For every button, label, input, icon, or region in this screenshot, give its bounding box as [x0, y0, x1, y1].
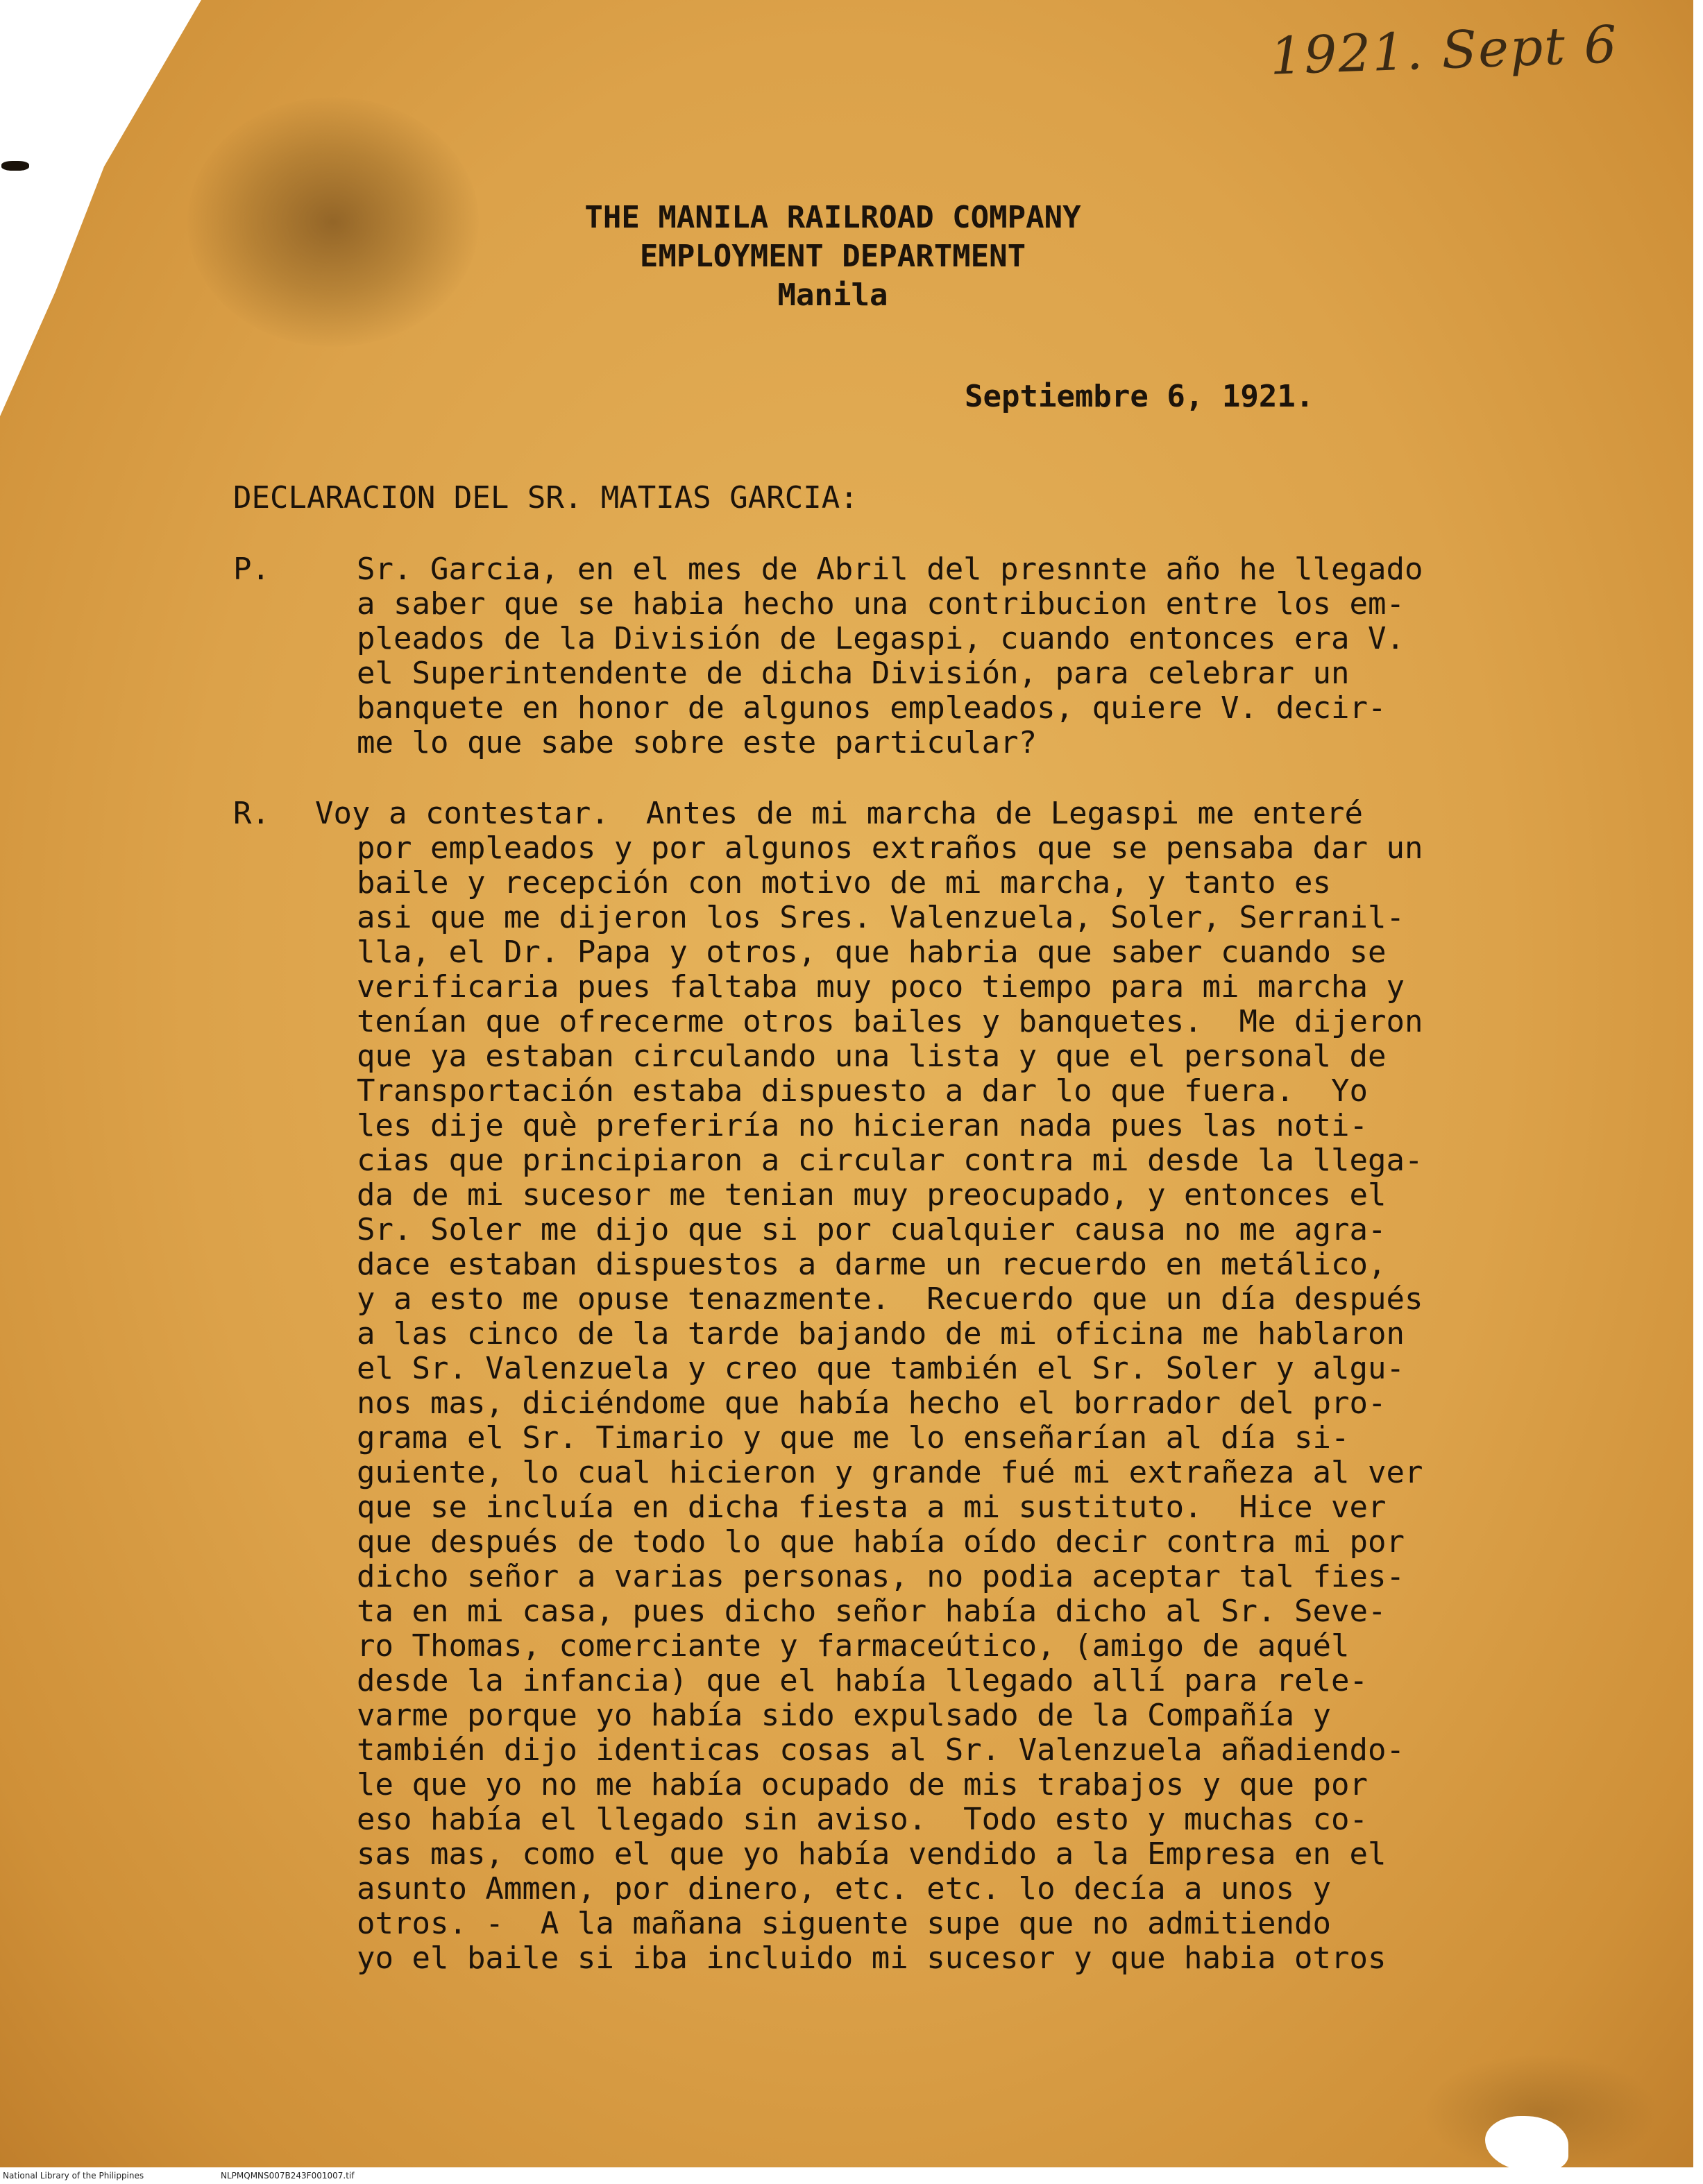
scan-filename: NLPMQMNS007B243F001007.tif: [221, 2171, 355, 2181]
company-name: THE MANILA RAILROAD COMPANY: [584, 200, 1081, 235]
text-line: baile y recepción con motivo de mi marcha, y tanto es: [357, 865, 1331, 901]
text-line: asi que me dijeron los Sres. Valenzuela, Soler, Serranil-: [357, 900, 1405, 935]
text-line: que después de todo lo que había oído decir contra mi por: [357, 1524, 1405, 1560]
declaration-title: DECLARACION DEL SR. MATIAS GARCIA:: [233, 480, 858, 515]
letterhead: [416, 198, 1249, 315]
text-line: sas mas, como el que yo había vendido a la Empresa en el: [357, 1836, 1387, 1872]
library-credit: National Library of the Philippines: [3, 2171, 144, 2181]
text-line: cias que principiaron a circular contra mi desde la llega-: [357, 1143, 1423, 1178]
text-line: asunto Ammen, por dinero, etc. etc. lo decía a unos y: [357, 1871, 1331, 1906]
text-line: nos mas, diciéndome que había hecho el borrador del pro-: [357, 1385, 1387, 1421]
text-line: desde la infancia) que el había llegado allí para rele-: [357, 1663, 1368, 1698]
text-line: varme porque yo había sido expulsado de la Compañía y: [357, 1698, 1331, 1733]
text-line: les dije què preferiría no hicieran nada pues las noti-: [357, 1108, 1368, 1143]
text-line: otros. - A la mañana siguente supe que no admitiendo: [357, 1906, 1331, 1941]
text-line: pleados de la División de Legaspi, cuando entonces era V.: [357, 621, 1405, 656]
city-name: Manila: [777, 278, 888, 313]
handwritten-date-annotation: 1921. Sept 6: [1269, 15, 1619, 87]
text-line: que ya estaban circulando una lista y que el personal de: [357, 1039, 1387, 1074]
text-line: y a esto me opuse tenazmente. Recuerdo que un día después: [357, 1281, 1423, 1317]
text-line: Sr. Soler me dijo que si por cualquier causa no me agra-: [357, 1212, 1387, 1247]
text-line: que se incluía en dicha fiesta a mi sustituto. Hice ver: [357, 1490, 1387, 1525]
text-line: Sr. Garcia, en el mes de Abril del presnnte año he llegado: [357, 552, 1423, 587]
text-line: a saber que se habia hecho una contribucion entre los em-: [357, 586, 1405, 622]
answer-block: [233, 796, 1423, 1976]
text-line: por empleados y por algunos extraños que se pensaba dar un: [357, 830, 1423, 866]
text-line: el Superintendente de dicha División, para celebrar un: [357, 656, 1350, 691]
text-line: le que yo no me había ocupado de mis trabajos y que por: [357, 1767, 1368, 1802]
text-line: lla, el Dr. Papa y otros, que habria que saber cuando se: [357, 935, 1387, 970]
ink-blot: [1, 161, 29, 171]
text-line: banquete en honor de algunos empleados, quiere V. decir-: [357, 690, 1387, 726]
question-block: [233, 552, 1423, 760]
answer-marker: R.: [233, 796, 270, 831]
text-line: verificaria pues faltaba muy poco tiempo para mi marcha y: [357, 969, 1405, 1005]
text-line: a las cinco de la tarde bajando de mi oficina me hablaron: [357, 1316, 1405, 1351]
text-line: ta en mi casa, pues dicho señor había dicho al Sr. Seve-: [357, 1594, 1387, 1629]
text-line: eso había el llegado sin aviso. Todo esto y muchas co-: [357, 1802, 1368, 1837]
text-line: Voy a contestar. Antes de mi marcha de Legaspi me enteré: [315, 796, 1363, 831]
text-line: tenían que ofrecerme otros bailes y banquetes. Me dijeron: [357, 1004, 1423, 1039]
text-line: dicho señor a varias personas, no podia aceptar tal fies-: [357, 1559, 1405, 1594]
text-line: guiente, lo cual hicieron y grande fué mi extrañeza al ver: [357, 1455, 1423, 1490]
document-date: Septiembre 6, 1921.: [965, 379, 1314, 414]
text-line: dace estaban dispuestos a darme un recuerdo en metálico,: [357, 1247, 1387, 1282]
question-marker: P.: [233, 552, 270, 587]
text-line: Transportación estaba dispuesto a dar lo que fuera. Yo: [357, 1073, 1368, 1109]
text-line: el Sr. Valenzuela y creo que también el Sr. Soler y algu-: [357, 1351, 1405, 1386]
scan-footer: [0, 2167, 1703, 2184]
text-line: me lo que sabe sobre este particular?: [357, 725, 1037, 760]
text-line: también dijo identicas cosas al Sr. Valenzuela añadiendo-: [357, 1732, 1405, 1768]
text-line: ro Thomas, comerciante y farmaceútico, (amigo de aquél: [357, 1628, 1350, 1664]
text-line: da de mi sucesor me tenian muy preocupado, y entonces el: [357, 1177, 1387, 1213]
department-name: EMPLOYMENT DEPARTMENT: [639, 239, 1026, 274]
text-line: yo el baile si iba incluido mi sucesor y que habia otros: [357, 1940, 1387, 1976]
text-line: grama el Sr. Timario y que me lo enseñarían al día si-: [357, 1420, 1350, 1456]
